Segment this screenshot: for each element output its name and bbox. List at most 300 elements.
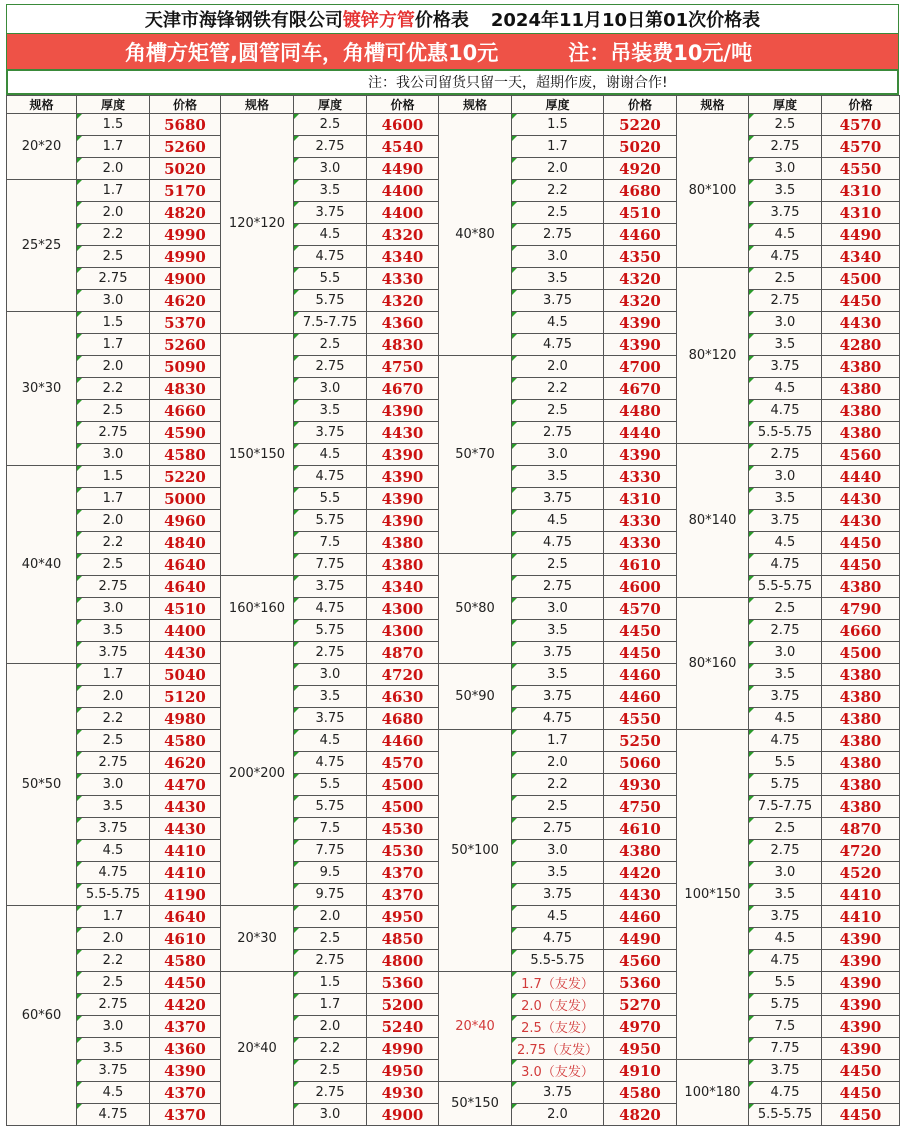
price-cell: 4450: [822, 1104, 900, 1126]
price-cell: 4450: [822, 290, 900, 312]
col-header: 价格: [367, 96, 439, 114]
price-cell: 4190: [150, 884, 221, 906]
thickness-cell: 4.5: [512, 510, 604, 532]
price-table-body: [7, 114, 900, 1126]
price-cell: 4400: [367, 180, 439, 202]
table-row: [7, 730, 900, 752]
price-sheet: [6, 4, 899, 1126]
price-cell: 4450: [822, 1060, 900, 1082]
price-cell: 4390: [367, 510, 439, 532]
price-cell: 4910: [604, 1060, 677, 1082]
price-cell: 4390: [604, 334, 677, 356]
price-cell: 4460: [604, 224, 677, 246]
price-cell: 4440: [822, 466, 900, 488]
spec-cell: 200*200: [221, 642, 294, 906]
thickness-cell: 4.5: [77, 1082, 150, 1104]
price-cell: 5090: [150, 356, 221, 378]
thickness-cell: 2.75: [512, 818, 604, 840]
price-cell: 4450: [604, 642, 677, 664]
thickness-cell: 2.0（友发）: [512, 994, 604, 1016]
price-cell: 4310: [822, 180, 900, 202]
thickness-cell: 5.5-5.75: [749, 422, 822, 444]
thickness-cell: 3.75: [512, 488, 604, 510]
spec-cell: 20*20: [7, 114, 77, 180]
price-cell: 4460: [604, 664, 677, 686]
thickness-cell: 7.5: [294, 818, 367, 840]
price-cell: 4320: [367, 290, 439, 312]
price-cell: 5220: [150, 466, 221, 488]
title-suffix: 价格表: [414, 10, 469, 31]
price-cell: 4460: [604, 686, 677, 708]
thickness-cell: 9.75: [294, 884, 367, 906]
price-cell: 5000: [150, 488, 221, 510]
thickness-cell: 3.0: [512, 598, 604, 620]
thickness-cell: 2.5: [294, 1060, 367, 1082]
thickness-cell: 3.75: [294, 708, 367, 730]
price-cell: 4300: [367, 620, 439, 642]
thickness-cell: 2.2: [512, 180, 604, 202]
thickness-cell: 3.75: [294, 202, 367, 224]
thickness-cell: 2.0: [512, 158, 604, 180]
price-cell: 5240: [367, 1016, 439, 1038]
price-cell: 4460: [367, 730, 439, 752]
thickness-cell: 2.75: [294, 356, 367, 378]
price-cell: 4550: [604, 708, 677, 730]
price-cell: 4400: [150, 620, 221, 642]
spec-cell: 50*150: [439, 1082, 512, 1126]
price-cell: 4390: [604, 312, 677, 334]
thickness-cell: 3.5: [749, 180, 822, 202]
price-cell: 4340: [367, 246, 439, 268]
thickness-cell: 3.0: [294, 158, 367, 180]
price-cell: 4450: [604, 620, 677, 642]
price-cell: 4580: [150, 444, 221, 466]
thickness-cell: 3.75: [512, 290, 604, 312]
col-header: 价格: [822, 96, 900, 114]
price-cell: 4820: [150, 202, 221, 224]
price-cell: 4380: [367, 554, 439, 576]
thickness-cell: 2.0: [512, 356, 604, 378]
price-cell: 4580: [150, 730, 221, 752]
price-cell: 4320: [604, 290, 677, 312]
thickness-cell: 2.2: [77, 532, 150, 554]
price-cell: 4440: [604, 422, 677, 444]
spec-cell: 40*80: [439, 114, 512, 356]
table-row: [7, 554, 900, 576]
thickness-cell: 1.7: [77, 334, 150, 356]
price-cell: 4380: [822, 774, 900, 796]
price-cell: 4600: [367, 114, 439, 136]
price-cell: 5170: [150, 180, 221, 202]
price-cell: 4380: [822, 378, 900, 400]
thickness-cell: 3.5: [512, 862, 604, 884]
thickness-cell: 2.5: [77, 400, 150, 422]
thickness-cell: 2.75: [77, 994, 150, 1016]
thickness-cell: 2.75: [749, 840, 822, 862]
price-cell: 5020: [604, 136, 677, 158]
thickness-cell: 3.5: [512, 620, 604, 642]
thickness-cell: 2.0: [512, 752, 604, 774]
thickness-cell: 2.5: [294, 114, 367, 136]
thickness-cell: 2.75: [749, 444, 822, 466]
price-cell: 4570: [822, 114, 900, 136]
price-cell: 4430: [604, 884, 677, 906]
price-cell: 4580: [604, 1082, 677, 1104]
price-cell: 4430: [150, 818, 221, 840]
thickness-cell: 7.5: [749, 1016, 822, 1038]
thickness-cell: 3.75: [512, 686, 604, 708]
thickness-cell: 7.5-7.75: [294, 312, 367, 334]
sheet-title: [6, 4, 899, 34]
price-cell: 4350: [604, 246, 677, 268]
price-cell: 4380: [822, 400, 900, 422]
price-cell: 4370: [150, 1016, 221, 1038]
price-cell: 4280: [822, 334, 900, 356]
thickness-cell: 2.2: [77, 950, 150, 972]
price-cell: 4990: [150, 224, 221, 246]
thickness-cell: 3.5: [512, 268, 604, 290]
thickness-cell: 3.0: [512, 444, 604, 466]
thickness-cell: 3.75: [512, 642, 604, 664]
table-row: [7, 972, 900, 994]
thickness-cell: 1.5: [77, 312, 150, 334]
thickness-cell: 2.0: [77, 686, 150, 708]
thickness-cell: 4.75: [294, 598, 367, 620]
thickness-cell: 5.5: [294, 268, 367, 290]
thickness-cell: 3.75: [749, 202, 822, 224]
price-cell: 4490: [367, 158, 439, 180]
price-cell: 4900: [150, 268, 221, 290]
price-cell: 5370: [150, 312, 221, 334]
price-cell: 4660: [822, 620, 900, 642]
price-cell: 4390: [822, 972, 900, 994]
thickness-cell: 2.5: [77, 554, 150, 576]
price-cell: 4900: [367, 1104, 439, 1126]
thickness-cell: 5.75: [294, 620, 367, 642]
spec-cell: 50*50: [7, 664, 77, 906]
thickness-cell: 3.0: [512, 840, 604, 862]
spec-cell: 160*160: [221, 576, 294, 642]
thickness-cell: 1.7: [77, 664, 150, 686]
thickness-cell: 2.5: [294, 928, 367, 950]
thickness-cell: 7.75: [294, 840, 367, 862]
price-cell: 4870: [367, 642, 439, 664]
thickness-cell: 3.0: [294, 664, 367, 686]
table-row: [7, 664, 900, 686]
price-cell: 4600: [604, 576, 677, 598]
price-cell: 4500: [367, 774, 439, 796]
thickness-cell: 2.75: [749, 290, 822, 312]
price-cell: 4640: [150, 554, 221, 576]
price-cell: 4970: [604, 1016, 677, 1038]
price-cell: 4680: [604, 180, 677, 202]
spec-cell: 20*30: [221, 906, 294, 972]
price-cell: 4930: [604, 774, 677, 796]
price-cell: 4580: [150, 950, 221, 972]
thickness-cell: 9.5: [294, 862, 367, 884]
thickness-cell: 2.0: [294, 906, 367, 928]
thickness-cell: 4.75: [294, 246, 367, 268]
price-cell: 4750: [604, 796, 677, 818]
thickness-cell: 3.0: [77, 290, 150, 312]
thickness-cell: 2.5: [512, 202, 604, 224]
price-cell: 4500: [367, 796, 439, 818]
thickness-cell: 2.2: [512, 378, 604, 400]
thickness-cell: 5.75: [749, 994, 822, 1016]
price-cell: 4450: [822, 1082, 900, 1104]
thickness-cell: 4.5: [512, 312, 604, 334]
thickness-cell: 2.75: [512, 576, 604, 598]
thickness-cell: 2.5: [749, 268, 822, 290]
thickness-cell: 7.5: [294, 532, 367, 554]
price-cell: 4380: [822, 708, 900, 730]
price-cell: 4520: [822, 862, 900, 884]
price-cell: 5220: [604, 114, 677, 136]
price-cell: 4390: [822, 994, 900, 1016]
thickness-cell: 2.75: [77, 422, 150, 444]
thickness-cell: 5.5: [749, 752, 822, 774]
price-cell: 4390: [822, 1016, 900, 1038]
spec-cell: 100*180: [677, 1060, 749, 1126]
thickness-cell: 4.75: [512, 708, 604, 730]
price-cell: 4430: [822, 510, 900, 532]
price-cell: 4330: [604, 532, 677, 554]
thickness-cell: 4.5: [512, 906, 604, 928]
thickness-cell: 2.75: [77, 268, 150, 290]
price-cell: 5260: [150, 136, 221, 158]
spec-cell: 50*90: [439, 664, 512, 730]
thickness-cell: 3.5: [749, 884, 822, 906]
thickness-cell: 4.75: [749, 246, 822, 268]
spec-cell: 25*25: [7, 180, 77, 312]
price-cell: 4310: [604, 488, 677, 510]
thickness-cell: 2.0: [77, 202, 150, 224]
thickness-cell: 4.5: [749, 224, 822, 246]
thickness-cell: 5.5-5.75: [512, 950, 604, 972]
price-cell: 4510: [150, 598, 221, 620]
price-cell: 4420: [604, 862, 677, 884]
price-cell: 5020: [150, 158, 221, 180]
thickness-cell: 4.75: [749, 730, 822, 752]
price-cell: 4570: [367, 752, 439, 774]
spec-cell: 100*150: [677, 730, 749, 1060]
thickness-cell: 3.5: [749, 664, 822, 686]
thickness-cell: 3.0: [749, 466, 822, 488]
thickness-cell: 3.0: [77, 444, 150, 466]
price-cell: 4460: [604, 906, 677, 928]
price-cell: 5360: [604, 972, 677, 994]
thickness-cell: 2.5: [77, 972, 150, 994]
reservation-note: [6, 69, 899, 95]
thickness-cell: 3.75: [749, 686, 822, 708]
thickness-cell: 4.75: [512, 532, 604, 554]
price-cell: 5680: [150, 114, 221, 136]
price-cell: 5260: [150, 334, 221, 356]
price-cell: 4390: [822, 950, 900, 972]
thickness-cell: 1.5: [77, 114, 150, 136]
thickness-cell: 5.75: [294, 290, 367, 312]
thickness-cell: 5.75: [294, 510, 367, 532]
price-cell: 4380: [822, 664, 900, 686]
thickness-cell: 3.0: [77, 598, 150, 620]
thickness-cell: 1.7: [512, 730, 604, 752]
price-cell: 4700: [604, 356, 677, 378]
price-cell: 4980: [150, 708, 221, 730]
price-cell: 4390: [822, 928, 900, 950]
thickness-cell: 3.75: [749, 906, 822, 928]
thickness-cell: 1.7: [77, 180, 150, 202]
price-cell: 4450: [150, 972, 221, 994]
thickness-cell: 3.75: [77, 642, 150, 664]
col-header: 厚度: [77, 96, 150, 114]
spec-cell: 120*120: [221, 114, 294, 334]
header-row: [7, 96, 900, 114]
thickness-cell: 5.75: [294, 796, 367, 818]
price-cell: 4590: [150, 422, 221, 444]
thickness-cell: 3.0: [294, 1104, 367, 1126]
thickness-cell: 2.0: [512, 1104, 604, 1126]
thickness-cell: 2.2: [77, 224, 150, 246]
thickness-cell: 2.0: [77, 928, 150, 950]
price-cell: 4360: [367, 312, 439, 334]
price-cell: 4320: [367, 224, 439, 246]
promo-discount: 角槽方矩管,圆管同车，角槽可优惠10元: [125, 40, 499, 65]
price-cell: 4420: [150, 994, 221, 1016]
thickness-cell: 3.5: [294, 686, 367, 708]
thickness-cell: 2.75: [294, 950, 367, 972]
thickness-cell: 3.75: [512, 884, 604, 906]
price-cell: 4620: [150, 752, 221, 774]
thickness-cell: 2.5（友发）: [512, 1016, 604, 1038]
price-cell: 4370: [367, 862, 439, 884]
thickness-cell: 4.5: [77, 840, 150, 862]
price-cell: 4380: [822, 422, 900, 444]
price-cell: 4410: [822, 906, 900, 928]
thickness-cell: 2.5: [749, 818, 822, 840]
price-cell: 4930: [367, 1082, 439, 1104]
thickness-cell: 2.5: [294, 334, 367, 356]
thickness-cell: 7.75: [294, 554, 367, 576]
price-cell: 4920: [604, 158, 677, 180]
price-cell: 4370: [150, 1104, 221, 1126]
thickness-cell: 3.75: [749, 356, 822, 378]
price-cell: 5060: [604, 752, 677, 774]
price-cell: 4390: [367, 488, 439, 510]
promo-lifting-fee: 注：吊装费10元/吨: [568, 40, 753, 65]
col-header: 厚度: [749, 96, 822, 114]
thickness-cell: 3.0: [77, 774, 150, 796]
thickness-cell: 2.75（友发）: [512, 1038, 604, 1060]
thickness-cell: 2.75: [294, 1082, 367, 1104]
spec-cell: 20*40: [221, 972, 294, 1126]
promo-banner: [6, 34, 899, 69]
col-header: 价格: [604, 96, 677, 114]
price-cell: 4610: [604, 818, 677, 840]
price-cell: 5360: [367, 972, 439, 994]
thickness-cell: 4.5: [749, 378, 822, 400]
price-cell: 4410: [150, 840, 221, 862]
price-cell: 4330: [604, 466, 677, 488]
thickness-cell: 3.5: [77, 1038, 150, 1060]
price-cell: 5040: [150, 664, 221, 686]
thickness-cell: 5.5: [749, 972, 822, 994]
price-cell: 4570: [822, 136, 900, 158]
price-cell: 4330: [367, 268, 439, 290]
price-cell: 4750: [367, 356, 439, 378]
thickness-cell: 5.5-5.75: [749, 576, 822, 598]
thickness-cell: 3.5: [77, 796, 150, 818]
price-cell: 4380: [822, 686, 900, 708]
thickness-cell: 1.7: [77, 136, 150, 158]
thickness-cell: 2.75: [77, 752, 150, 774]
price-cell: 4530: [367, 840, 439, 862]
thickness-cell: 3.75: [77, 818, 150, 840]
thickness-cell: 3.0: [294, 378, 367, 400]
thickness-cell: 3.5: [77, 620, 150, 642]
thickness-cell: 3.0: [749, 312, 822, 334]
price-cell: 4990: [367, 1038, 439, 1060]
col-header: 规格: [439, 96, 512, 114]
thickness-cell: 4.5: [294, 444, 367, 466]
thickness-cell: 3.5: [749, 488, 822, 510]
thickness-cell: 4.75: [77, 862, 150, 884]
thickness-cell: 3.0（友发）: [512, 1060, 604, 1082]
price-cell: 4510: [604, 202, 677, 224]
price-cell: 4560: [822, 444, 900, 466]
price-cell: 4840: [150, 532, 221, 554]
thickness-cell: 2.5: [512, 796, 604, 818]
thickness-cell: 2.5: [749, 598, 822, 620]
thickness-cell: 3.75: [294, 422, 367, 444]
spec-cell: 20*40: [439, 972, 512, 1082]
thickness-cell: 4.5: [749, 708, 822, 730]
price-cell: 4670: [367, 378, 439, 400]
price-cell: 4390: [604, 444, 677, 466]
price-cell: 4620: [150, 290, 221, 312]
price-cell: 5250: [604, 730, 677, 752]
price-cell: 4820: [604, 1104, 677, 1126]
price-cell: 4370: [150, 1082, 221, 1104]
price-cell: 4380: [604, 840, 677, 862]
thickness-cell: 3.75: [512, 1082, 604, 1104]
table-row: [7, 356, 900, 378]
thickness-cell: 2.75: [77, 576, 150, 598]
price-cell: 4450: [822, 532, 900, 554]
col-header: 价格: [150, 96, 221, 114]
thickness-cell: 5.5: [294, 774, 367, 796]
thickness-cell: 1.7: [77, 488, 150, 510]
thickness-cell: 2.75: [512, 422, 604, 444]
price-cell: 4370: [367, 884, 439, 906]
thickness-cell: 2.0: [77, 356, 150, 378]
price-cell: 4800: [367, 950, 439, 972]
price-cell: 4390: [822, 1038, 900, 1060]
price-cell: 4610: [604, 554, 677, 576]
price-cell: 4670: [604, 378, 677, 400]
table-row: [7, 1082, 900, 1104]
price-cell: 4500: [822, 268, 900, 290]
thickness-cell: 2.5: [77, 730, 150, 752]
spec-cell: 40*40: [7, 466, 77, 664]
col-header: 规格: [7, 96, 77, 114]
thickness-cell: 3.5: [294, 180, 367, 202]
price-cell: 4610: [150, 928, 221, 950]
thickness-cell: 3.0: [749, 642, 822, 664]
thickness-cell: 4.75: [294, 752, 367, 774]
spec-cell: 60*60: [7, 906, 77, 1126]
price-cell: 4500: [822, 642, 900, 664]
price-cell: 4430: [150, 642, 221, 664]
